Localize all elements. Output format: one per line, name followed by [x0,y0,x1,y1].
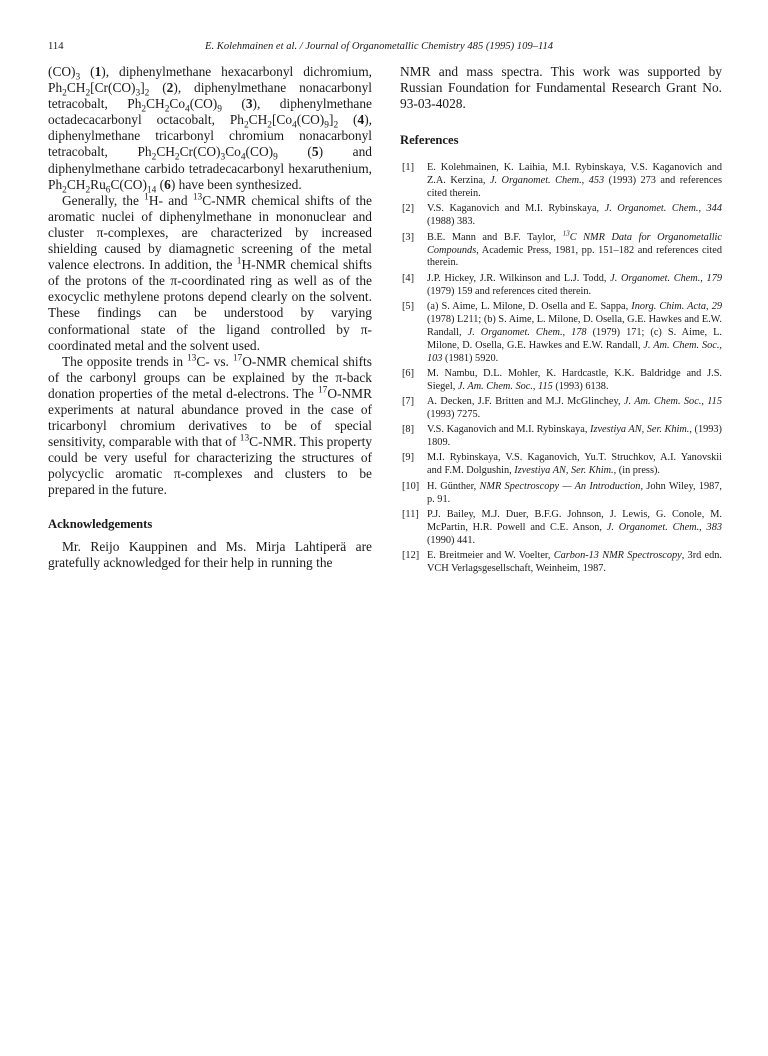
reference-item [400,509,722,548]
reference-number: [4] [402,272,415,284]
reference-number: [11] [402,508,419,520]
acknowledgements-heading: Acknowledgements [48,516,153,531]
reference-text: M. Nambu, D.L. Mohler, K. Hardcastle, K.K. Baldridge and J.S. Siegel, J. Am. Chem. Soc., 115 (1993) 6138. [427,367,722,392]
reference-item [400,162,722,201]
left-column [48,64,372,571]
reference-item [400,452,722,478]
references-heading: References [400,133,459,148]
reference-item [400,396,722,422]
reference-text: J.P. Hickey, J.R. Wilkinson and L.J. Todd, J. Organomet. Chem., 179 (1979) 159 and references cited therein. [427,272,722,297]
reference-number: [7] [402,396,415,408]
reference-text: A. Decken, J.F. Britten and M.J. McGlinchey, J. Am. Chem. Soc., 115 (1993) 7275. [427,396,722,420]
reference-text: E. Breitmeier and W. Voelter, Carbon-13 NMR Spectroscopy, 3rd edn. VCH Verlagsgesellschaft, Weinheim, 1987. [427,549,722,574]
reference-number: [5] [402,300,415,312]
reference-item [400,203,722,229]
reference-text: (a) S. Aime, L. Milone, D. Osella and E. Sappa, Inorg. Chim. Acta, 29 (1978) L211; (b) S. Aime, L. Milone, D. Osella, G.E. Hawkes and E.W. Randall, J. Organomet. Chem., 178 (1979) 171; (c) S. Aime, L. Milone, D. Osella, G.E. Hawkes and E.W. Randall, J. Am. Chem. Soc., 103 (1981) 5920. [427,300,722,364]
nmr-shifts-paragraph: Generally, the $^1$H- and $^{13}$C-NMR chemical shifts of the aromatic nuclei of diphenylmethane in mononuclear and cluster π-complexes, are characterized by increased shielding caused by diamagnetic screening of the metal valence electrons. In addition, the $^1$H-NMR chemical shifts of the protons of the π-coordinated ring as well as of the exocyclic methylene protons depend clearly on the solvent. These findings can be understood by varying conformational state of the ligand controlled by π-coordinated metal and the solvent used. [48,192,372,353]
running-title: E. Kolehmainen et al. / Journal of Organometallic Chemistry 485 (1995) 109–114 [205,41,554,52]
reference-number: [8] [402,424,415,436]
acknowledgements-continuation: NMR and mass spectra. This work was supported by Russian Foundation for Fundamental Research Grant No. 93-03-4028. [400,64,722,112]
reference-text: B.E. Mann and B.F. Taylor, $^{13}$C NMR Data for Organometallic Compounds, Academic Press, 1981, pp. 151–182 and references cited therein. [427,229,722,269]
reference-number: [6] [402,367,415,379]
reference-item [400,550,722,576]
reference-text: V.S. Kaganovich and M.I. Rybinskaya, J. Organomet. Chem., 344 (1988) 383. [427,203,722,228]
page-number: 114 [48,41,64,52]
reference-number: [1] [402,162,415,174]
reference-number: [12] [402,549,420,561]
reference-text: H. Günther, NMR Spectroscopy — An Introduction, John Wiley, 1987, p. 91. [427,480,722,505]
reference-text: E. Kolehmainen, K. Laihia, M.I. Rybinskaya, V.S. Kaganovich and Z.A. Kerzina, J. Organomet. Chem., 453 (1993) 273 and references cited therein. [427,162,722,200]
reference-list [400,162,722,575]
reference-item [400,368,722,394]
reference-item [400,481,722,507]
reference-text: V.S. Kaganovich and M.I. Rybinskaya, Izvestiya AN, Ser. Khim., (1993) 1809. [427,424,722,449]
reference-number: [2] [402,203,415,215]
reference-item [400,424,722,450]
reference-text: P.J. Bailey, M.J. Duer, B.F.G. Johnson, J. Lewis, G. Conole, M. McPartin, H.R. Powell and C.E. Anson, J. Organomet. Chem., 383 (1990) 441. [427,508,722,546]
reference-number: [9] [402,452,415,464]
reference-item [400,273,722,299]
reference-number: [3] [402,231,415,243]
opposite-trends-paragraph: The opposite trends in $^{13}$C- vs. $^{17}$O-NMR chemical shifts of the carbonyl groups can be explained by the π-back donation properties of the metal d-electrons. The $^{17}$O-NMR experiments at natural abundance proved in the case of tricarbonyl chromium derivatives to be of special sensitivity, comparable with that of $^{13}$C-NMR. This property could be very useful for characterizing the structures of polycyclic aromatic π-complexes and clusters to be prepared in the future. [48,353,373,498]
reference-text: M.I. Rybinskaya, V.S. Kaganovich, Yu.T. Struchkov, A.I. Yanovskii and F.M. Dolgushin, Izvestiya AN, Ser. Khim., (in press). [427,452,722,477]
acknowledgements-text: Mr. Reijo Kauppinen and Ms. Mirja Lahtiperä are gratefully acknowledged for their help in running the [48,538,372,570]
compounds-paragraph: $(CO)_3$ (1), diphenylmethane hexacarbonyl dichromium, $Ph_2CH_2[Cr(CO)_3]_2$ (2), diphenylmethane nonacarbonyl tetracobalt, $Ph_2CH_2Co_4(CO)_9$ (3), diphenylmethane octadecacarbonyl octacobalt, $Ph_2CH_2[Co_4(CO)_9]_2$ (4), diphenylmethane tricarbonyl chromium nonacarbonyl tetracobalt, $Ph_2CH_2Cr(CO)_3Co_4(CO)_9$ (5) and diphenylmethane carbido tetradecacarbonyl hexaruthenium, $Ph_2CH_2Ru_6C(CO)_{14}$ (6) have been synthesized. [48,64,372,196]
reference-number: [10] [402,480,420,492]
reference-item [400,229,722,271]
reference-item [400,301,722,366]
right-column [400,64,722,578]
